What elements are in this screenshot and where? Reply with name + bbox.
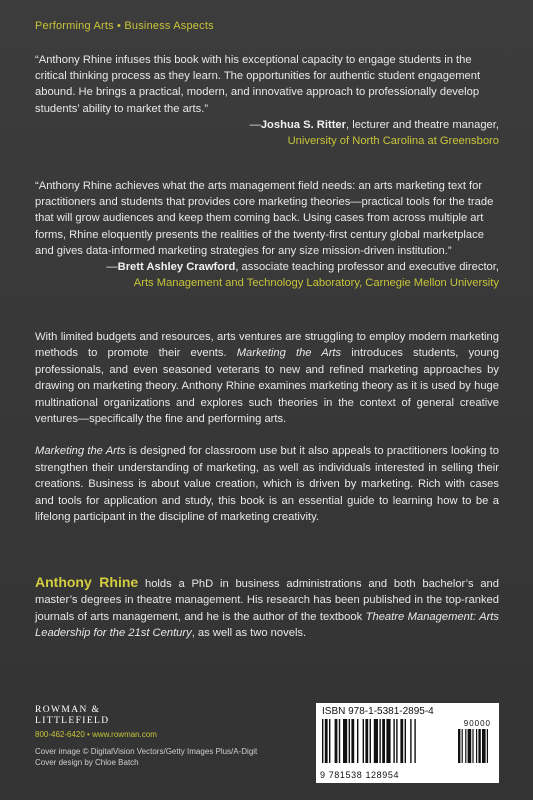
price-code: 90000 [463,719,491,728]
barcode-bar [386,719,390,763]
quote-text: “Anthony Rhine infuses this book with his exceptional capacity to engage students in the critical thinking process as they learn. The opportunities for authentic student engagement abound. He brings a practical, modern, and innovative approach to professionally develop students’ ability to market the arts.” [35,54,481,115]
design-credit: Cover design by Chloe Batch [35,758,139,767]
barcode-bar [374,719,378,763]
endorser-role: , associate teaching professor and executive director, [235,261,499,274]
author-name: Anthony Rhine [35,574,139,590]
barcode-bar [343,719,347,763]
barcode-bar [351,719,354,763]
barcode-bar [382,719,385,763]
book-title: Marketing the Arts [236,347,342,360]
author-bio [35,574,499,642]
barcode-bar [365,719,368,763]
price-code-bar [476,729,477,763]
isbn-label: ISBN 978-1-5381-2895-4 [322,706,434,717]
barcode-bar [322,719,323,763]
quote-attribution [35,259,499,291]
barcode-bar [379,719,380,763]
image-credit: Cover image © DigitalVision Vectors/Getty Images Plus/A-Digit [35,747,258,756]
barcode-box [316,703,499,783]
book-description [35,329,499,525]
barcode-bar [335,719,338,763]
description-paragraph-2 [35,443,499,525]
endorser-affiliation: University of North Carolina at Greensboro [287,135,499,148]
endorser-role: , lecturer and theatre manager, [346,118,499,131]
endorsement-quote-2 [35,178,499,291]
quote-attribution [35,117,499,149]
barcode-bar [370,719,371,763]
endorsement-quote-1 [35,52,499,149]
barcode-bar [349,719,350,763]
category-label: Performing Arts • Business Aspects [35,20,214,32]
text-run: is designed for classroom use but it also appeals to practitioners looking to strengthen their understanding of marketing, as well as individuals interested in selling their creations. Business is about value creation, which is driven by marketing. Rich with cases and tools for application and study, this book is an essential guide to learning how to be a lifelong participant in the discipline of marketing creativity. [35,445,499,524]
barcode-bar [405,719,406,763]
price-code-bar [478,729,480,763]
price-code-bar [487,729,488,763]
book-title: Marketing the Arts [35,445,126,458]
publisher-logo [35,705,157,727]
barcode-bar [357,719,358,763]
price-code-bar [465,729,466,763]
barcode-number: 9 781538 128954 [320,770,400,780]
cover-credits [35,746,257,768]
barcode-bar [414,719,415,763]
description-paragraph-1 [35,329,499,427]
barcode-bar [396,719,397,763]
dash: — [249,118,261,131]
endorser-affiliation: Arts Management and Technology Laboratory, Carnegie Mellon University [133,277,499,290]
barcode-graphic [322,719,493,767]
barcode-bar [393,719,394,763]
publisher-block [35,705,157,739]
barcode-bar [339,719,340,763]
dash: — [106,261,118,274]
price-code-bar [482,729,486,763]
price-code-bar [472,729,473,763]
barcode-bar [400,719,403,763]
text-run: With limited budgets and resources, arts ventures are struggling to employ modern marketing methods to promote their events. [35,331,499,360]
logo-line: ROWMAN & [35,705,101,715]
text-run: holds a PhD in business administrations and both bachelor’s and master’s degrees in theatre management. His research has been published in the top-ranked journals of arts management, and he is the author of the textbook [35,578,499,623]
barcode-bar [329,719,330,763]
book-title: Theatre Management: Arts Leadership for the 21st Century [35,610,500,640]
endorser-name: Brett Ashley Crawford [117,261,236,274]
price-code-bar [468,729,472,763]
quote-text: “Anthony Rhine achieves what the arts management field needs: an arts marketing text for practitioners and students that provides core marketing theories—practical tools for the trade that will grow audiences and keep them coming back. Using cases from across multiple art forms, Rhine eloquently presents the realities of the twenty-first century global marketplace and gives data-informed marketing strategies for any size mission-driven institution.” [35,180,494,257]
endorser-name: Joshua S. Ritter [260,118,346,131]
text-run: , as well as two novels. [191,627,307,640]
barcode-bar [410,719,411,763]
publisher-contact: 800-462-6420 • www.rowman.com [35,730,157,739]
barcode-bar [363,719,364,763]
price-code-bar [458,729,460,763]
barcode-bar [325,719,328,763]
logo-line: LITTLEFIELD [35,716,110,726]
text-run: introduces students, young professionals, and even seasoned veterans to new and refined marketing approaches by drawing on marketing theory. Anthony Rhine examines marketing theory as it is used by huge multinational organizations and explores such theories in the context of general creative ventures—specifically the fine and performing arts. [35,347,500,426]
price-code-bar [462,729,463,763]
